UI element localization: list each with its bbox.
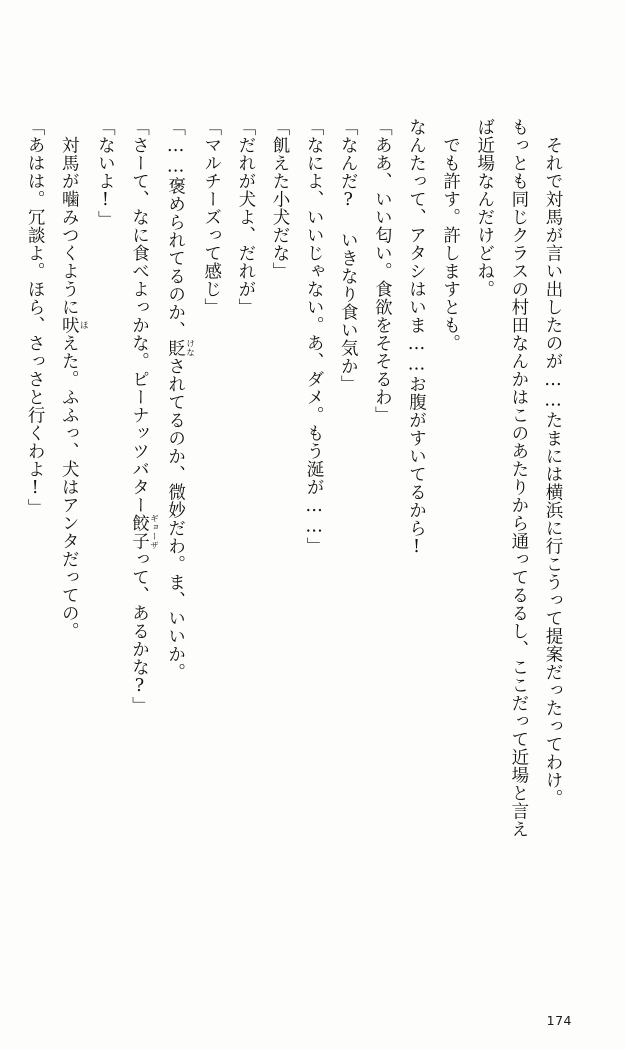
ruby-ho: 吠 ほ [59, 315, 89, 334]
text-line: 「だれが犬よ、だれが」 [235, 118, 256, 316]
text-line: 「あはは。冗談よ。ほら、さっさと行くわよ!」 [25, 118, 46, 517]
text-line-with-ruby-ho: 対馬が噛みつくように吠 ほえた。ふふっ、犬はアンタだっての。 [59, 135, 89, 640]
text-line: 「ああ、いい匂い。食欲をそそるわ」 [372, 118, 393, 424]
text-line: もっとも同じクラスの村田なんかはこのあたりから通ってるるし、ここだって近場と言え [508, 118, 529, 838]
text-line: 「マルチーズって感じ」 [201, 118, 222, 316]
text-line-with-ruby-gyoza: 「さーて、なに食べよっかな。ピーナッツバター餃子 ギョーザって、あるかな?」 [129, 118, 159, 715]
page-number: 174 [546, 1013, 572, 1028]
text-line: 「なによ、いいじゃない。あ、ダメ。もう涎が……」 [304, 118, 325, 555]
text-line: でも許す。許しますとも。 [440, 135, 461, 352]
text-line: 「なんだ? いきなり食い気か」 [338, 118, 359, 393]
text-line-with-ruby-kena: 「……褒められてるのか、貶 けなされてるのか、微妙だわ。ま、いいか。 [165, 118, 195, 681]
ruby-kena: 貶 けな [165, 339, 195, 357]
text-line: ば近場なんだけどね。 [474, 118, 495, 298]
text-line: なんたって、アタシはいま……お腹がすいてるから! [406, 118, 427, 558]
text-line: それで対馬が言い出したのが……たまには横浜に行こうって提案だったってわけ。 [543, 135, 563, 807]
text-line: 「ないよ!」 [95, 118, 116, 229]
ruby-gyoza: 餃子 ギョーザ [129, 514, 159, 550]
text-line: 「飢えた小犬だな」 [270, 118, 290, 280]
vertical-text-body [25, 118, 570, 998]
